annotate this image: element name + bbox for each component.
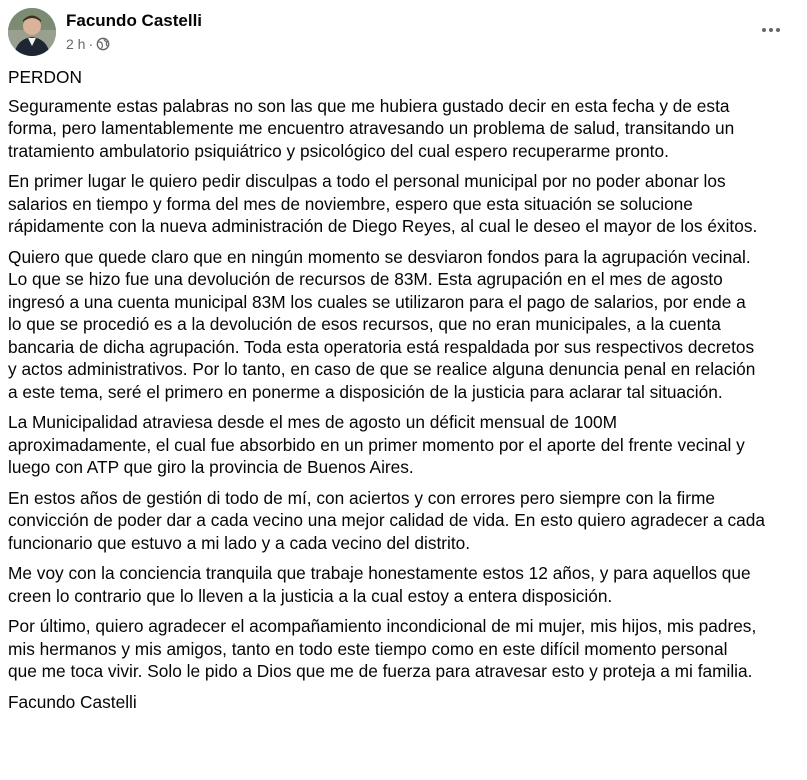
meta-separator: · [88,36,94,52]
post-paragraph: Me voy con la conciencia tranquila que trabaje honestamente estos 12 años, y para aquellos que creen lo contrario que lo lleven a la justicia a la cual estoy a entera disposición. [8,563,751,606]
post-paragraph: La Municipalidad atraviesa desde el mes de agosto un déficit mensual de 100M aproximadamente, el cual fue absorbido en un primer momento por el aporte del frente vecinal y luego con ATP que giro la provincia de Buenos Aires. [8,412,745,477]
post-time[interactable]: 2 h [66,36,86,52]
post-paragraph: Seguramente estas palabras no son las que me hubiera gustado decir en esta fecha y de esta forma, pero lamentablemente me encuentro atravesando un problema de salud, transitando un tratamiento ambulatorio psiquiátrico y psicológico del cual espero recuperarme pronto. [8,95,735,161]
post-paragraph: En estos años de gestión di todo de mí, con aciertos y con errores pero siempre con la firme convicción de poder dar a cada vecino una mejor calidad de vida. En esto quiero agradecer a cada funcionario que estuvo a mi lado y a cada vecino del distrito. [8,487,766,553]
post-paragraph: En primer lugar le quiero pedir disculpas a todo el personal municipal por no poder abonar los salarios en tiempo y forma del mes de noviembre, espero que esta situación se solucione rápidamente con la nueva administración de Diego Reyes, al cual le deseo el mayor de los éxitos. [8,171,758,236]
avatar-photo [8,8,56,56]
author-name[interactable]: Facundo Castelli [66,11,203,30]
post-meta [66,36,110,52]
more-options-icon[interactable] [756,20,786,40]
globe-icon[interactable] [96,37,110,51]
avatar[interactable] [8,8,56,56]
post-body [8,66,800,721]
post-signature: Facundo Castelli [8,691,137,712]
post-paragraph: Quiero que quede claro que en ningún momento se desviaron fondos para la agrupación vecinal. Lo que se hizo fue una devolución de recursos de 83M. Esta agrupación en el mes de agosto ingresó a una cuenta municipal 83M los cuales se utilizaron para el pago de salarios, por ende a lo que se procedió es a la devolución de esos recursos, que no eran municipales, a la cuenta bancaria de dicha agrupación. Toda esta operatoria está respaldada por sus respectivos decretos y actos administrativos. Por lo tanto, en caso de que se realice alguna denuncia penal en relación a este tema, seré el primero en ponerme a disposición de la justicia para aclarar tal situación. [8,246,756,402]
post-paragraph: Por último, quiero agradecer el acompañamiento incondicional de mi mujer, mis hijos, mis padres, mis hermanos y mis amigos, tanto en todo este tiempo como en este difícil momento personal que me toca vivir. Solo le pido a Dios que me de fuerza para atravesar esto y proteja a mi familia. [8,616,757,681]
post-header [8,8,798,60]
post-paragraph-title: PERDON [8,67,82,87]
